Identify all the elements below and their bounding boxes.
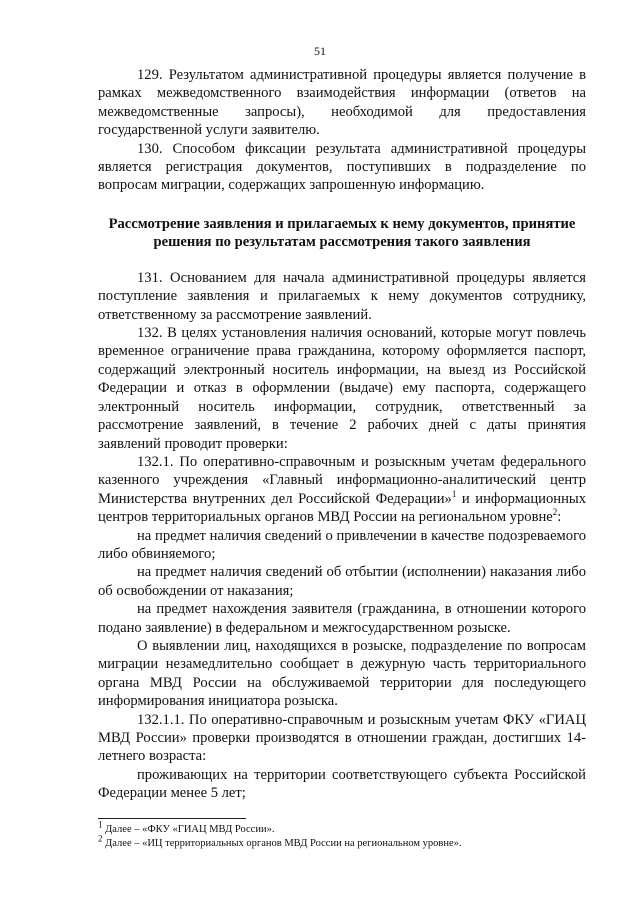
paragraph-wanted-report: О выявлении лиц, находящихся в розыске, подразделение по вопросам миграции незамедлительно сообщает в дежурную часть территориального органа МВД России на обслуживаемой территории для последующего информирования инициатора розыска. — [98, 637, 586, 710]
paragraph-132-1 — [98, 453, 586, 527]
paragraph-132: 132. В целях установления наличия оснований, которые могут повлечь временное ограничение права гражданина, которому оформляется паспорт, содержащий электронный носитель информации, на выезд из Российской Федерации и отказ в оформлении (выдаче) ему паспорта, содержащего электронный носитель информации, сотрудник, ответственный за рассмотрение заявлений, в течение 2 рабочих дней с даты принятия заявлений проводит проверки: — [98, 325, 586, 452]
footnote-separator — [98, 818, 246, 819]
footnote-1 — [98, 819, 586, 837]
list-item-punishment: на предмет наличия сведений об отбытии (исполнении) наказания либо об освобождении от наказания; — [98, 564, 586, 599]
footnote-2-mark: 2 — [98, 833, 103, 844]
footnote-ref-1[interactable]: 1 — [451, 488, 457, 499]
footnote-2-text: Далее – «ИЦ территориальных органов МВД России на региональном уровне». — [102, 838, 462, 849]
list-item-wanted: на предмет нахождения заявителя (гражданина, в отношении которого подано заявление) в федеральном и межгосударственном розыске. — [98, 601, 586, 636]
paragraph-residing: проживающих на территории соответствующего субъекта Российской Федерации менее 5 лет; — [98, 766, 586, 802]
footnote-1-text: Далее – «ФКУ «ГИАЦ МВД России». — [102, 824, 275, 835]
paragraph-131: 131. Основанием для начала административной процедуры является поступление заявления и прилагаемых к нему документов сотруднику, ответственному за рассмотрение заявлений. — [98, 269, 586, 323]
paragraph-132-1-text-b: и информационных центров территориальных органов МВД России на региональном уровне — [98, 490, 586, 526]
page-number: 51 — [314, 44, 326, 58]
paragraph-129: 129. Результатом административной процедуры является получение в рамках межведомственного взаимодействия информации (ответов на межведомственные запросы), необходимой для предоставления государственной услуги заявителю. — [98, 67, 586, 139]
section-heading: Рассмотрение заявления и прилагаемых к нему документов, принятие решения по результатам рассмотрения такого заявления — [108, 215, 576, 250]
list-item-suspect: на предмет наличия сведений о привлечении в качестве подозреваемого либо обвиняемого; — [98, 527, 586, 562]
document-body — [98, 66, 586, 803]
paragraph-132-1-text-a: 132.1. По оперативно-справочным и розыскным учетам федерального казенного учреждения «Главный информационно-аналитический центр Министерства внутренних дел Российской Федерации» — [98, 453, 586, 507]
footnote-ref-2[interactable]: 2 — [552, 507, 558, 518]
footnotes — [98, 819, 586, 851]
paragraph-132-1-1: 132.1.1. По оперативно-справочным и розыскным учетам ФКУ «ГИАЦ МВД России» проверки производятся в отношении граждан, достигших 14-летнего возраста: — [98, 711, 586, 765]
footnote-1-mark: 1 — [98, 819, 103, 830]
footnote-2 — [98, 833, 586, 851]
paragraph-130: 130. Способом фиксации результата административной процедуры является регистрация документов, поступивших в подразделение по вопросам миграции, содержащих запрошенную информацию. — [98, 140, 586, 194]
paragraph-132-1-text-c: : — [557, 509, 562, 526]
